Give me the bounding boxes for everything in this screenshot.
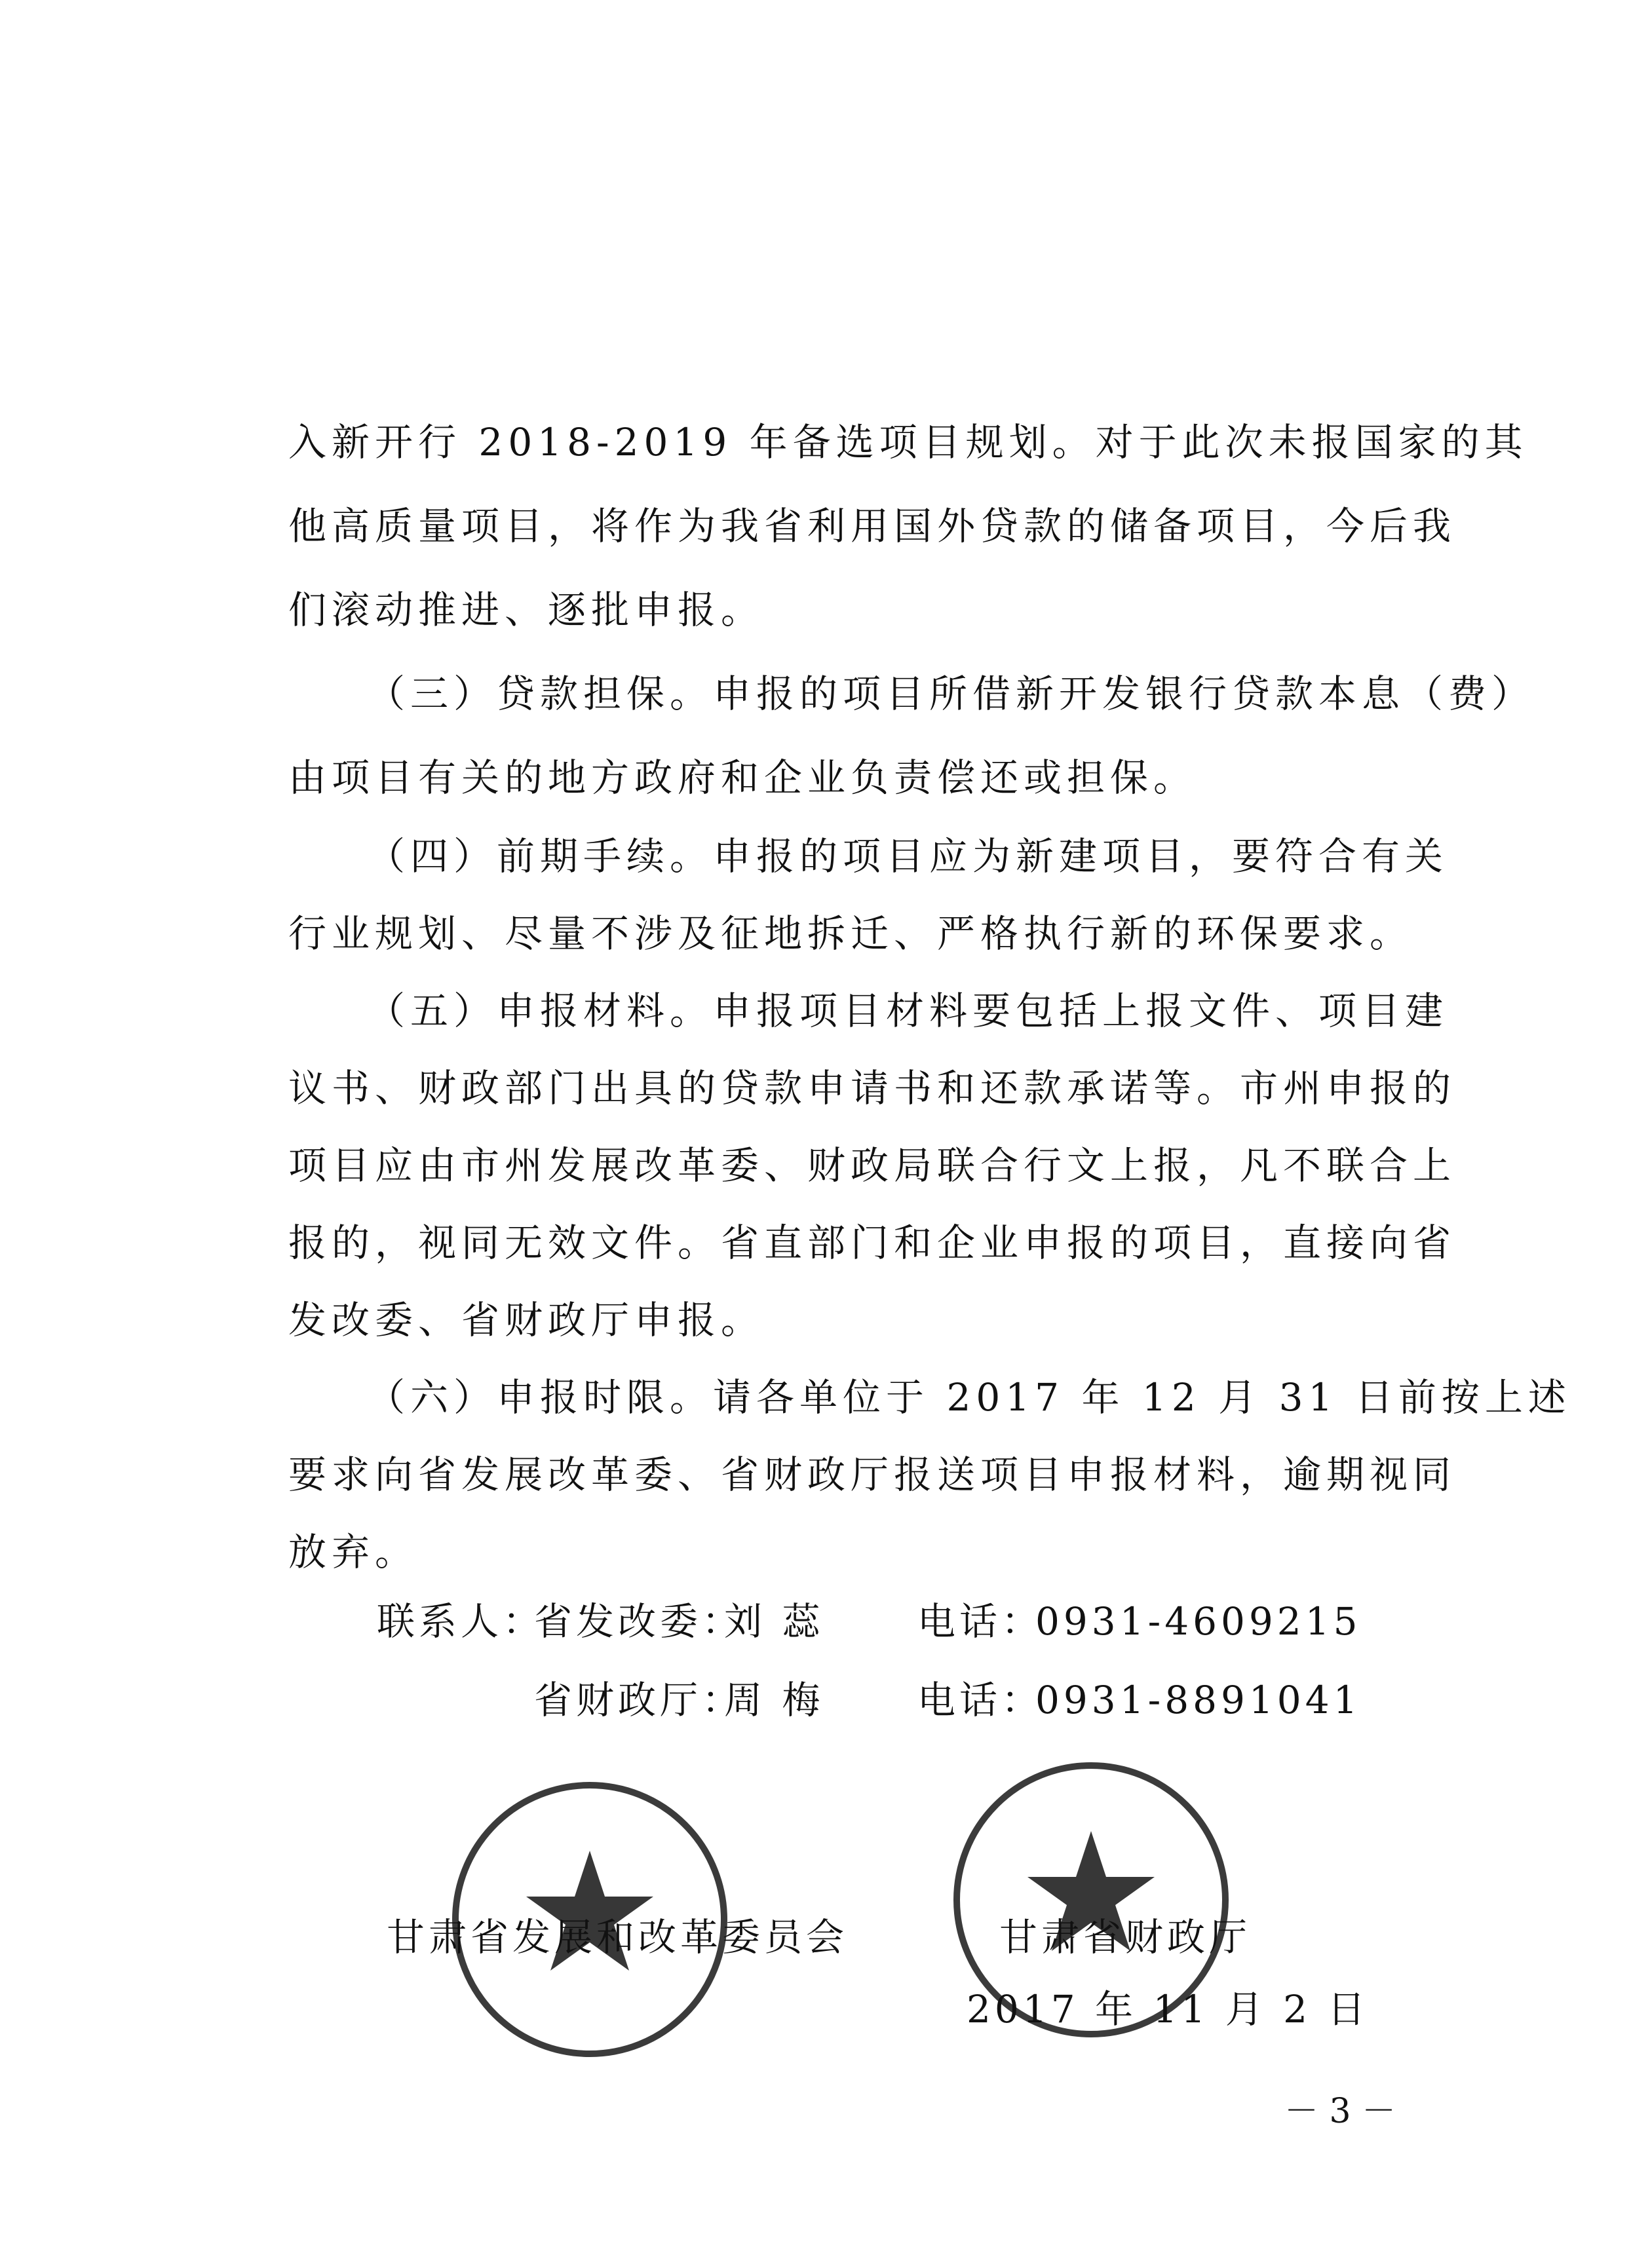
body-line: 由项目有关的地方政府和企业负责偿还或担保。 (288, 755, 1197, 800)
contact-org: 省发改委： (534, 1599, 744, 1644)
contact-phone: 0931-8891041 (1035, 1678, 1362, 1722)
body-line: 要求向省发展改革委、省财政厅报送项目申报材料，逾期视同 (288, 1452, 1457, 1497)
body-line: （六）申报时限。请各单位于 2017 年 12 月 31 日前按上述 (367, 1375, 1571, 1420)
body-line: 报的，视同无效文件。省直部门和企业申报的项目，直接向省 (288, 1220, 1457, 1265)
body-line: 他高质量项目，将作为我省利用国外贷款的储备项目，今后我 (288, 504, 1457, 548)
body-line: 发改委、省财政厅申报。 (288, 1298, 765, 1342)
contact-phone-label: 电话： (917, 1599, 1044, 1644)
contact-name: 周 梅 (724, 1678, 824, 1722)
page-number: － 3 － (1284, 2092, 1396, 2131)
body-line: 项目应由市州发展改革委、财政局联合行文上报，凡不联合上 (288, 1143, 1457, 1188)
contact-name: 刘 蕊 (724, 1599, 824, 1644)
body-line: 入新开行 2018-2019 年备选项目规划。对于此次未报国家的其 (288, 420, 1528, 464)
contact-phone-label: 电话： (917, 1678, 1044, 1722)
body-line: （三）贷款担保。申报的项目所借新开发银行贷款本息（费） (367, 671, 1535, 716)
body-line: 们滚动推进、逐批申报。 (288, 588, 765, 632)
body-line: （五）申报材料。申报项目材料要包括上报文件、项目建 (367, 989, 1449, 1033)
signature-right: 甘肃省财政厅 (999, 1915, 1252, 1959)
contact-org: 省财政厅： (534, 1678, 744, 1722)
body-line: 放弃。 (288, 1530, 419, 1574)
body-line: 行业规划、尽量不涉及征地拆迁、严格执行新的环保要求。 (288, 911, 1413, 956)
body-line: （四）前期手续。申报的项目应为新建项目，要符合有关 (367, 834, 1449, 879)
contact-phone: 0931-4609215 (1035, 1599, 1362, 1644)
contact-label: 联系人： (377, 1599, 545, 1644)
body-line: 议书、财政部门出具的贷款申请书和还款承诺等。市州申报的 (288, 1066, 1457, 1110)
signature-left: 甘肃省发展和改革委员会 (387, 1915, 849, 1959)
signature-date: 2017 年 11 月 2 日 (967, 1987, 1370, 2032)
